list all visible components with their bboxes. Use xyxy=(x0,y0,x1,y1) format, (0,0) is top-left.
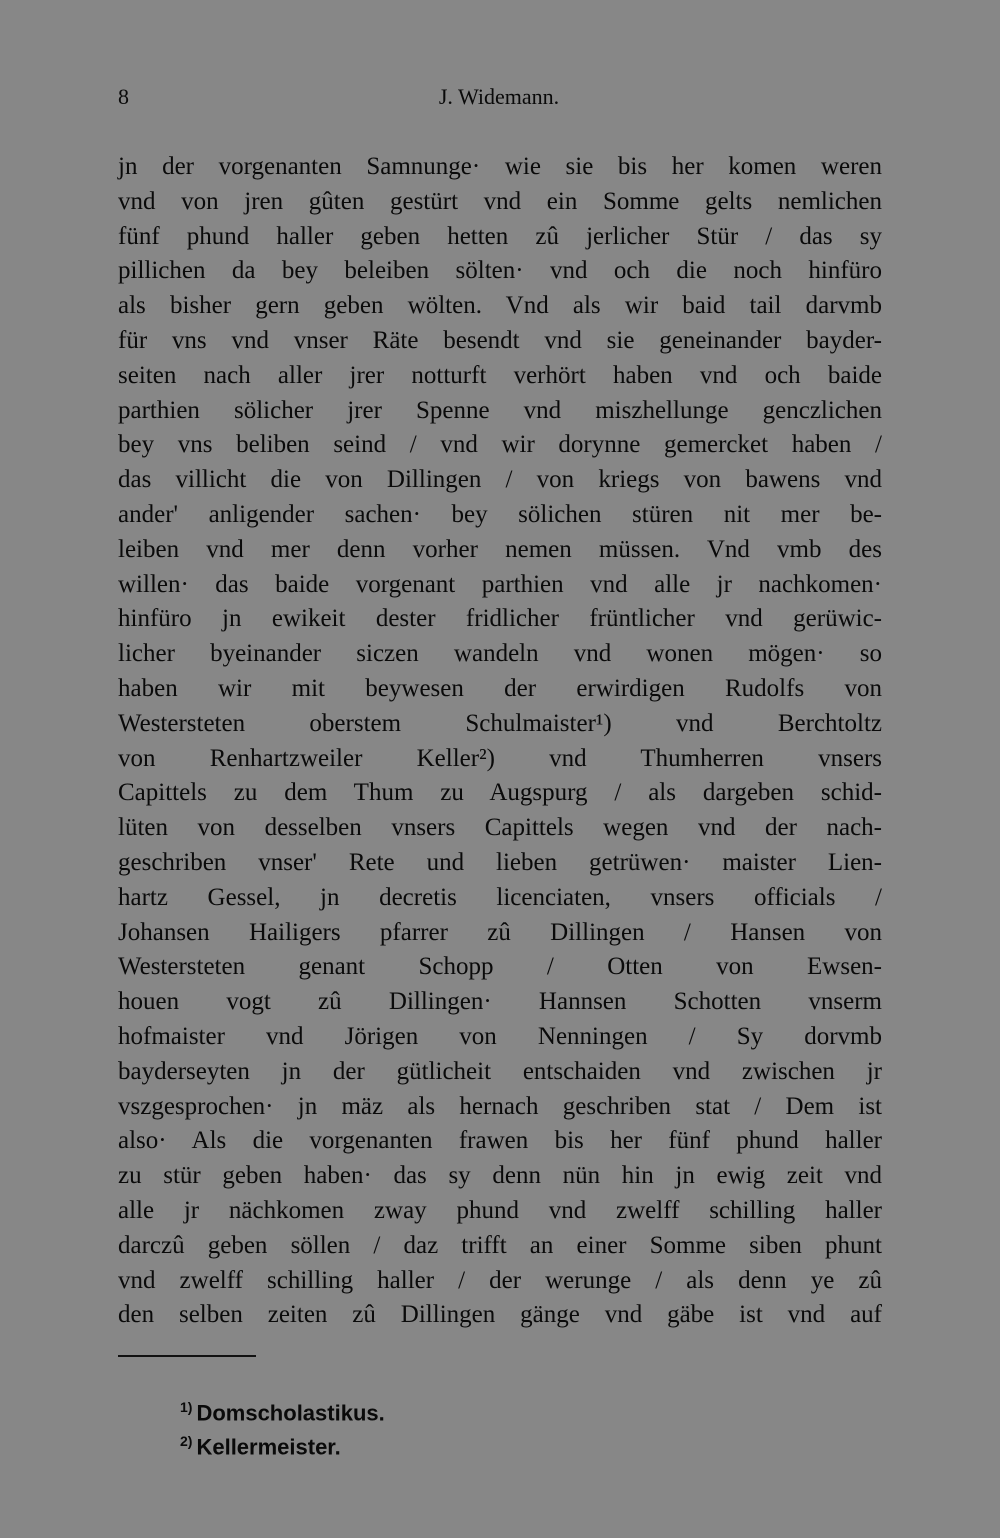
text-line: willen· das baide vorgenant parthien vnd alle jr nachkomen· xyxy=(118,570,882,598)
text-line: bayderseyten jn der gütlicheit entschaiden vnd zwischen jr xyxy=(118,1057,882,1085)
text-line: fünf phund haller geben hetten zû jerlicher Stür / das sy xyxy=(118,222,882,250)
footnote-mark: 1) xyxy=(180,1399,193,1415)
text-line: haben wir mit beywesen der erwirdigen Rudolfs von xyxy=(118,674,882,702)
text-line: parthien sölicher jrer Spenne vnd miszhellunge genczlichen xyxy=(118,396,882,424)
text-line: zu stür geben haben· das sy denn nün hin jn ewig zeit vnd xyxy=(118,1162,882,1190)
text-line: Capittels zu dem Thum zu Augspurg / als dargeben schid- xyxy=(118,779,882,807)
text-line: ander' anligender sachen· bey sölichen stüren nit mer be- xyxy=(118,500,882,528)
text-line: vnd von jren gûten gestürt vnd ein Somme gelts nemlichen xyxy=(118,187,882,215)
text-line: bey vns beliben seind / vnd wir dorynne gemercket haben / xyxy=(118,431,882,459)
body-text xyxy=(118,150,882,1333)
text-line: pillichen da bey beleiben sölten· vnd och die noch hinfüro xyxy=(118,257,882,285)
text-line: hofmaister vnd Jörigen von Nenningen / Sy dorvmb xyxy=(118,1022,882,1050)
text-line: seiten nach aller jrer notturft verhört haben vnd och baide xyxy=(118,361,882,389)
text-line: vszgesprochen· jn mäz als hernach geschriben stat / Dem ist xyxy=(118,1092,882,1120)
text-line: licher byeinander siczen wandeln vnd wonen mögen· so xyxy=(118,640,882,668)
text-line: houen vogt zû Dillingen· Hannsen Schotten vnserm xyxy=(118,988,882,1016)
text-line: hinfüro jn ewikeit dester fridlicher früntlicher vnd gerüwic- xyxy=(118,605,882,633)
footnote-mark: 2) xyxy=(180,1433,193,1449)
text-line: Westersteten oberstem Schulmaister¹) vnd Berchtoltz xyxy=(118,709,882,737)
text-line: von Renhartzweiler Keller²) vnd Thumherren vnsers xyxy=(118,744,882,772)
footnote-2 xyxy=(180,1424,385,1458)
text-line: als bisher gern geben wölten. Vnd als wir baid tail darvmb xyxy=(118,292,882,320)
text-line: für vns vnd vnser Räte besendt vnd sie geneinander bayder- xyxy=(118,326,882,354)
page-header xyxy=(118,84,880,118)
footnote-divider xyxy=(118,1355,256,1357)
text-line: geschriben vnser' Rete und lieben getrüwen· maister Lien- xyxy=(118,848,882,876)
text-line: darczû geben söllen / daz trifft an einer Somme siben phunt xyxy=(118,1231,882,1259)
running-title: J. Widemann. xyxy=(438,84,560,109)
footnote-1 xyxy=(180,1390,385,1424)
text-line: Johansen Hailigers pfarrer zû Dillingen / Hansen von xyxy=(118,918,882,946)
text-line: vnd zwelff schilling haller / der werunge / als denn ye zû xyxy=(118,1266,882,1294)
footnote-text: Domscholastikus. xyxy=(196,1400,385,1426)
text-line: Westersteten genant Schopp / Otten von Ewsen- xyxy=(118,953,882,981)
text-line: leiben vnd mer denn vorher nemen müssen. Vnd vmb des xyxy=(118,535,882,563)
footnote-text: Kellermeister. xyxy=(196,1434,341,1460)
page-number: 8 xyxy=(118,84,129,109)
text-line: also· Als die vorgenanten frawen bis her fünf phund haller xyxy=(118,1127,882,1155)
text-line: den selben zeiten zû Dillingen gänge vnd gäbe ist vnd auf xyxy=(118,1301,882,1329)
text-line: jn der vorgenanten Samnunge· wie sie bis her komen weren xyxy=(118,153,882,180)
text-line: hartz Gessel, jn decretis licenciaten, vnsers officials / xyxy=(118,883,882,911)
text-line: lüten von desselben vnsers Capittels wegen vnd der nach- xyxy=(118,814,882,842)
footnotes xyxy=(180,1390,385,1458)
text-line: alle jr nächkomen zway phund vnd zwelff schilling haller xyxy=(118,1196,882,1224)
text-line: das villicht die von Dillingen / von kriegs von bawens vnd xyxy=(118,466,882,494)
